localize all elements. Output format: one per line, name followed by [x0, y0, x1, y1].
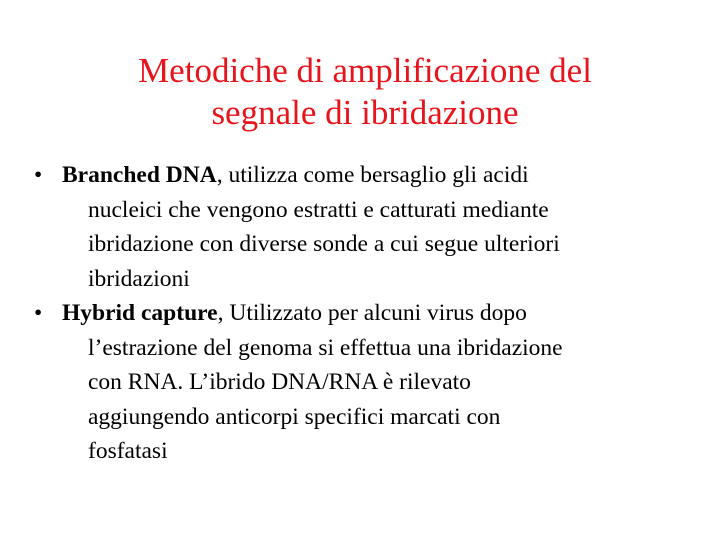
bullet-line: aggiungendo anticorpi specifici marcati con	[88, 403, 501, 430]
bullet-text: , utilizza come bersaglio gli acidi	[216, 162, 529, 188]
bullet-line: ibridazioni	[88, 265, 190, 292]
bullet-hybrid-capture	[0, 296, 720, 469]
bullet-line: ibridazione con diverse sonde a cui segue ulteriori	[88, 231, 560, 257]
bullet-line	[0, 158, 720, 193]
bullet-marker: •	[34, 162, 43, 188]
bullet-list	[0, 158, 720, 469]
bullet-line: nucleici che vengono estratti e catturati mediante	[88, 196, 549, 223]
bullet-line	[0, 296, 720, 331]
bullet-text: , Utilizzato per alcuni virus dopo	[217, 300, 527, 326]
bullet-line: l’estrazione del genoma si effettua una ibridazione	[88, 334, 563, 361]
bullet-marker: •	[34, 300, 43, 326]
slide-title-line-1: Metodiche di amplificazione del	[138, 51, 592, 90]
bullet-term: Hybrid capture	[62, 300, 218, 326]
bullet-line: con RNA. L’ibrido DNA/RNA è rilevato	[88, 369, 471, 395]
bullet-line: fosfatasi	[88, 438, 168, 464]
bullet-term: Branched DNA	[62, 162, 217, 188]
slide-title-line-2: segnale di ibridazione	[211, 93, 519, 132]
slide-title	[40, 50, 690, 134]
bullet-branched-dna	[0, 158, 720, 296]
